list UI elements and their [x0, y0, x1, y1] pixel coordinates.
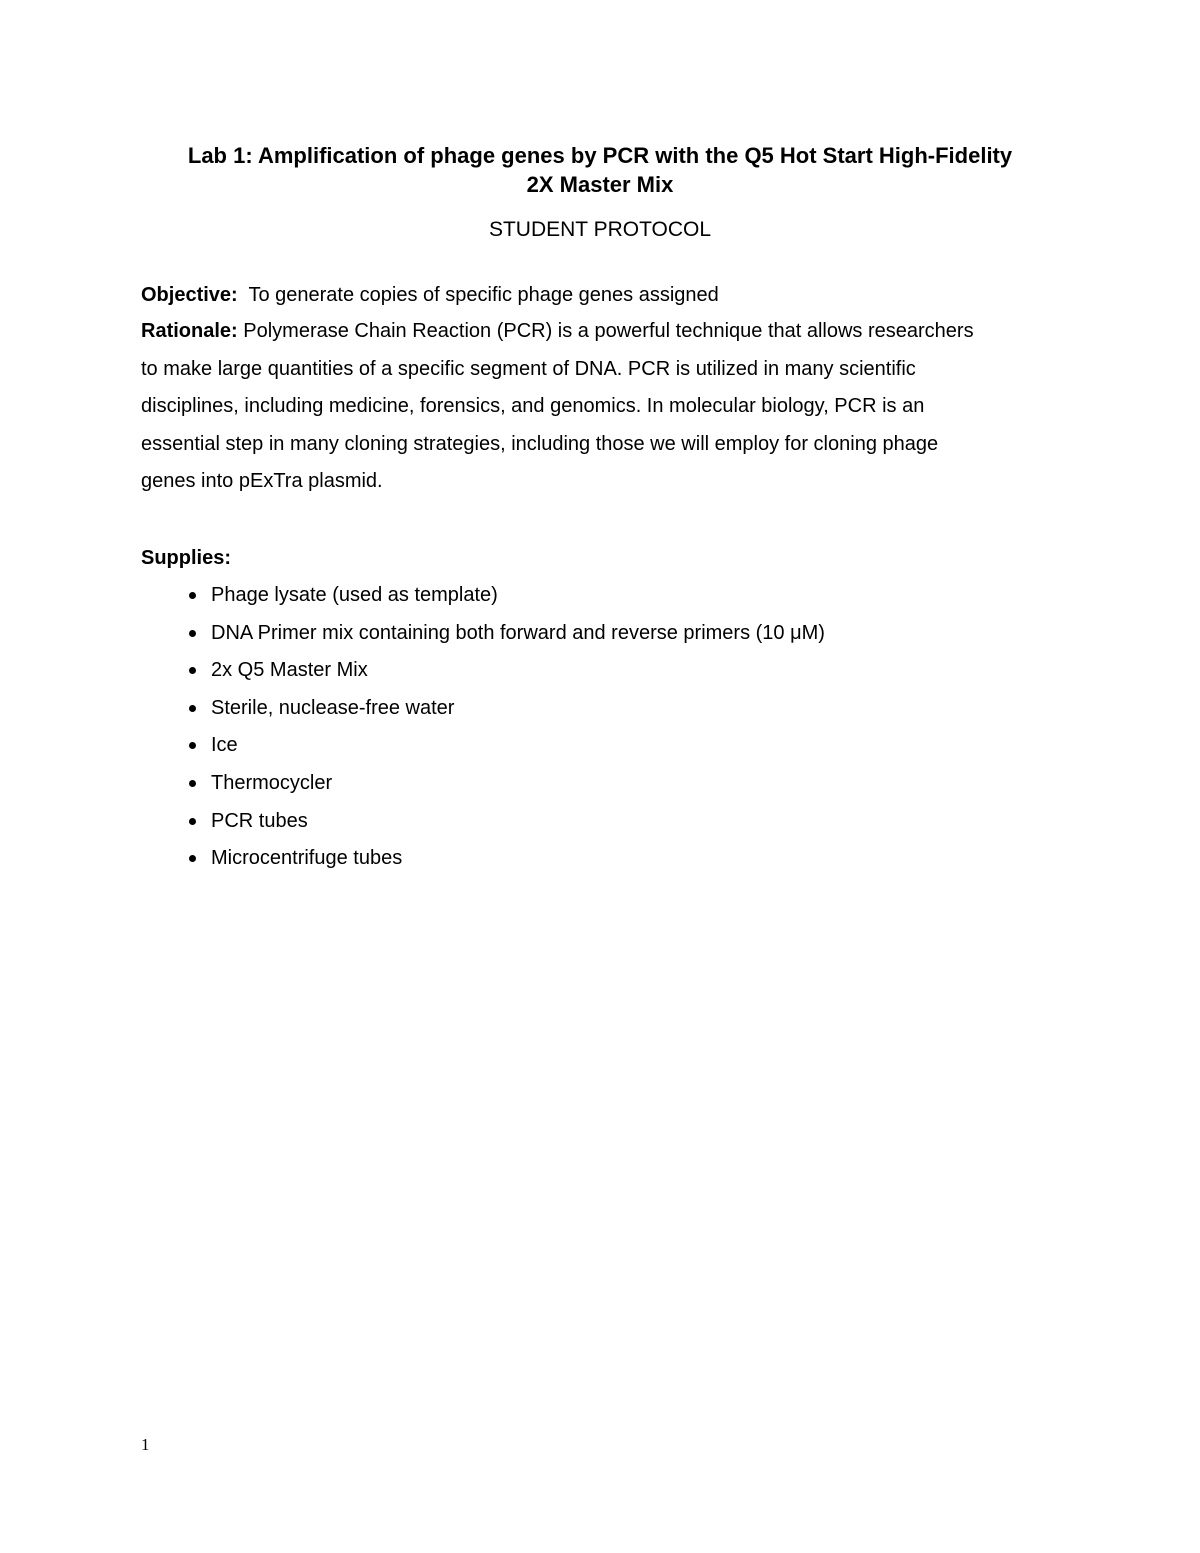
supplies-list [141, 577, 825, 878]
list-item [141, 840, 825, 878]
bullet-icon [189, 818, 196, 825]
objective-text: To generate copies of specific phage genes assigned [248, 284, 719, 306]
list-item [141, 652, 825, 690]
supplies-heading: Supplies: [141, 547, 232, 569]
rationale-line-3: disciplines, including medicine, forensics, and genomics. In molecular biology, PCR is an [141, 395, 925, 417]
rationale-line-5: genes into pExTra plasmid. [141, 470, 383, 492]
document-title [100, 141, 1100, 199]
list-item-text: DNA Primer mix containing both forward and reverse primers (10 μM) [211, 621, 825, 644]
rationale-line-1: Polymerase Chain Reaction (PCR) is a powerful technique that allows researchers [243, 320, 974, 342]
list-item-text: Ice [211, 734, 238, 757]
bullet-icon [189, 630, 196, 637]
rationale-line-2: to make large quantities of a specific segment of DNA. PCR is utilized in many scientific [141, 357, 916, 380]
list-item-text: PCR tubes [211, 809, 308, 832]
list-item [141, 615, 825, 653]
page-number: 1 [141, 1435, 150, 1454]
bullet-icon [189, 855, 196, 862]
rationale-paragraph [141, 313, 1061, 501]
rationale-label: Rationale: [141, 320, 238, 342]
list-item-text: Phage lysate (used as template) [211, 584, 498, 606]
bullet-icon [189, 705, 196, 712]
list-item-text: Thermocycler [211, 771, 333, 794]
list-item [141, 765, 825, 803]
document-subtitle: STUDENT PROTOCOL [488, 218, 712, 241]
list-item-text: Microcentrifuge tubes [211, 847, 403, 870]
objective-paragraph [141, 277, 1061, 315]
bullet-icon [189, 592, 196, 599]
list-item [141, 577, 825, 615]
bullet-icon [189, 667, 196, 674]
rationale-line-4: essential step in many cloning strategies, including those we will employ for cloning phage [141, 432, 939, 455]
list-item [141, 690, 825, 728]
list-item-text: 2x Q5 Master Mix [211, 659, 368, 682]
bullet-icon [189, 742, 196, 749]
title-line-2: 2X Master Mix [526, 172, 674, 197]
list-item [141, 727, 825, 765]
bullet-icon [189, 780, 196, 787]
objective-label: Objective: [141, 284, 238, 306]
title-line-1: Lab 1: Amplification of phage genes by PCR with the Q5 Hot Start High-Fidelity [187, 143, 1013, 168]
list-item [141, 803, 825, 841]
list-item-text: Sterile, nuclease-free water [211, 696, 455, 719]
